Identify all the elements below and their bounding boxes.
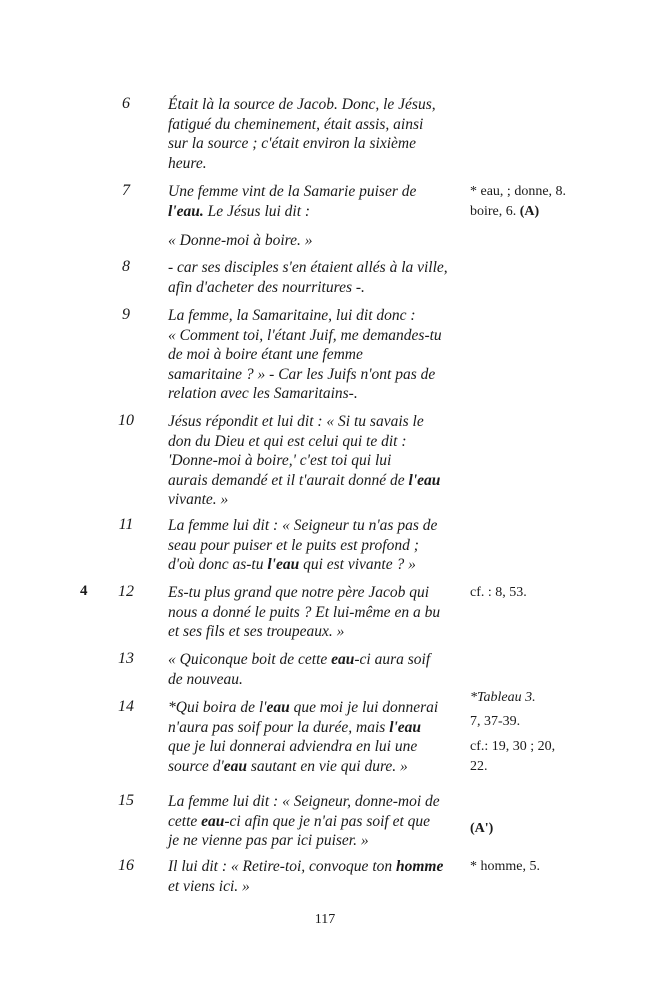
keyword-eau: l'eau xyxy=(389,718,422,736)
note-line: *Tableau 3. xyxy=(470,690,536,705)
verse-number: 9 xyxy=(122,306,130,323)
verse-line: « Comment toi, l'étant Juif, me demandes-tu xyxy=(168,326,442,344)
margin-note xyxy=(470,819,630,839)
verse-fragment: Il lui dit : « Retire-toi, convoque ton xyxy=(168,858,396,875)
verse-line: et viens ici. » xyxy=(168,877,250,895)
keyword-homme: homme xyxy=(396,858,444,875)
verse-line: don du Dieu et qui est celui qui te dit : xyxy=(168,432,407,450)
verse-line: La femme lui dit : « Seigneur, donne-moi de xyxy=(168,793,440,810)
keyword-eau: l'eau. xyxy=(168,202,204,220)
verse-line xyxy=(168,202,458,222)
verse-line: La femme, la Samaritaine, lui dit donc : xyxy=(168,307,416,324)
verse-line: fatigué du cheminement, était assis, ainsi xyxy=(168,115,424,133)
note-fragment: boire, 6. xyxy=(470,203,517,219)
verse-text xyxy=(168,306,458,404)
verse-fragment: n'aura pas soif pour la durée, mais xyxy=(168,718,390,736)
verse-line: relation avec les Samaritains-. xyxy=(168,385,358,402)
verse-line xyxy=(168,757,458,777)
keyword-eau: eau xyxy=(223,757,247,775)
verse-fragment: -ci afin que je n'ai pas soif et que xyxy=(224,812,431,830)
keyword-eau: eau xyxy=(201,812,225,830)
verse-line: seau pour puiser et le puits est profond ; xyxy=(168,536,419,554)
verse-line: Était là la source de Jacob. Donc, le Jésus, xyxy=(168,96,436,113)
verse-fragment: cette xyxy=(168,812,202,830)
verse-line: sur la source ; c'était environ la sixième xyxy=(168,135,416,152)
verse-line: afin d'acheter des nourritures -. xyxy=(168,278,365,296)
verse-fragment: aurais demandé et il t'aurait donné de xyxy=(168,471,409,489)
verse-line: Jésus répondit et lui dit : « Si tu savais le xyxy=(168,413,424,430)
verse-line: Une femme vint de la Samarie puiser de xyxy=(168,183,417,200)
verse-text xyxy=(168,857,458,896)
verse-line: La femme lui dit : « Seigneur tu n'as pas de xyxy=(168,517,438,534)
section-number: 4 xyxy=(80,583,88,599)
verse-line xyxy=(168,555,458,575)
keyword-eau: eau xyxy=(266,699,290,716)
note-line: * eau, ; donne, 8. xyxy=(470,184,567,199)
verse-text xyxy=(168,412,458,510)
keyword-eau: l'eau xyxy=(408,471,441,489)
verse-text xyxy=(168,583,458,642)
note-label: (A) xyxy=(519,203,540,219)
keyword-eau: eau xyxy=(331,651,355,668)
verse-line: de moi à boire étant une femme xyxy=(168,346,363,363)
verse-line xyxy=(168,857,458,877)
verse-text xyxy=(168,698,458,776)
verse-text xyxy=(168,95,458,173)
verse-fragment: « Quiconque boit de cette xyxy=(168,651,332,668)
verse-number: 15 xyxy=(118,792,134,809)
verse-text xyxy=(168,792,458,851)
verse-number: 10 xyxy=(118,412,134,429)
verse-number: 16 xyxy=(118,857,134,874)
verse-line xyxy=(168,471,458,491)
verse-text xyxy=(168,516,458,575)
margin-note xyxy=(470,182,630,221)
note-label: (A') xyxy=(470,821,494,836)
verse-line: que je lui donnerai adviendra en lui une xyxy=(168,738,418,755)
verse-fragment: Le Jésus lui dit : xyxy=(203,202,311,220)
verse-line: heure. xyxy=(168,154,207,172)
verse-line: et ses fils et ses troupeaux. » xyxy=(168,623,345,640)
verse-fragment: qui est vivante ? » xyxy=(299,556,416,573)
verse-number: 13 xyxy=(118,650,134,667)
verse-line: de nouveau. xyxy=(168,670,243,688)
verse-line: 'Donne-moi à boire,' c'est toi qui lui xyxy=(168,452,392,469)
note-line: 22. xyxy=(470,758,488,774)
verse-number: 12 xyxy=(118,583,134,600)
note-line: * homme, 5. xyxy=(470,859,540,874)
verse-fragment: source d' xyxy=(168,757,224,775)
note-line: 7, 37-39. xyxy=(470,713,521,729)
verse-line: Es-tu plus grand que notre père Jacob qui xyxy=(168,584,430,601)
verse-line: vivante. » xyxy=(168,491,229,508)
verse-number: 14 xyxy=(118,698,134,715)
verse-number: 7 xyxy=(122,182,130,199)
margin-note xyxy=(470,583,630,603)
verse-text xyxy=(168,258,458,297)
verse-line: samaritaine ? » - Car les Juifs n'ont pas de xyxy=(168,365,436,383)
note-line xyxy=(470,202,630,222)
verse-line: « Donne-moi à boire. » xyxy=(168,232,313,249)
verse-fragment: *Qui boira de l' xyxy=(168,699,267,716)
note-line: cf. : 8, 53. xyxy=(470,585,527,600)
verse-line xyxy=(168,650,458,670)
verse-line xyxy=(168,718,458,738)
verse-fragment: que moi je lui donnerai xyxy=(289,699,439,716)
verse-line xyxy=(168,698,458,718)
verse-number: 6 xyxy=(122,95,130,112)
verse-fragment: d'où donc as-tu xyxy=(168,556,268,573)
verse-fragment: sautant en vie qui dure. » xyxy=(246,757,408,775)
margin-note xyxy=(470,688,630,776)
verse-line: - car ses disciples s'en étaient allés à la ville, xyxy=(168,259,448,276)
verse-number: 8 xyxy=(122,258,130,275)
margin-note xyxy=(470,857,630,877)
note-line: cf.: 19, 30 ; 20, xyxy=(470,739,556,754)
verse-line xyxy=(168,812,458,832)
verse-number: 11 xyxy=(118,516,134,533)
page-number: 117 xyxy=(314,912,336,927)
verse-line: je ne vienne pas par ici puiser. » xyxy=(168,832,369,849)
keyword-eau: l'eau xyxy=(267,556,300,573)
verse-fragment: -ci aura soif xyxy=(354,651,431,668)
verse-line: nous a donné le puits ? Et lui-même en a bu xyxy=(168,603,441,621)
verse-text xyxy=(168,182,458,251)
verse-text xyxy=(168,650,458,689)
